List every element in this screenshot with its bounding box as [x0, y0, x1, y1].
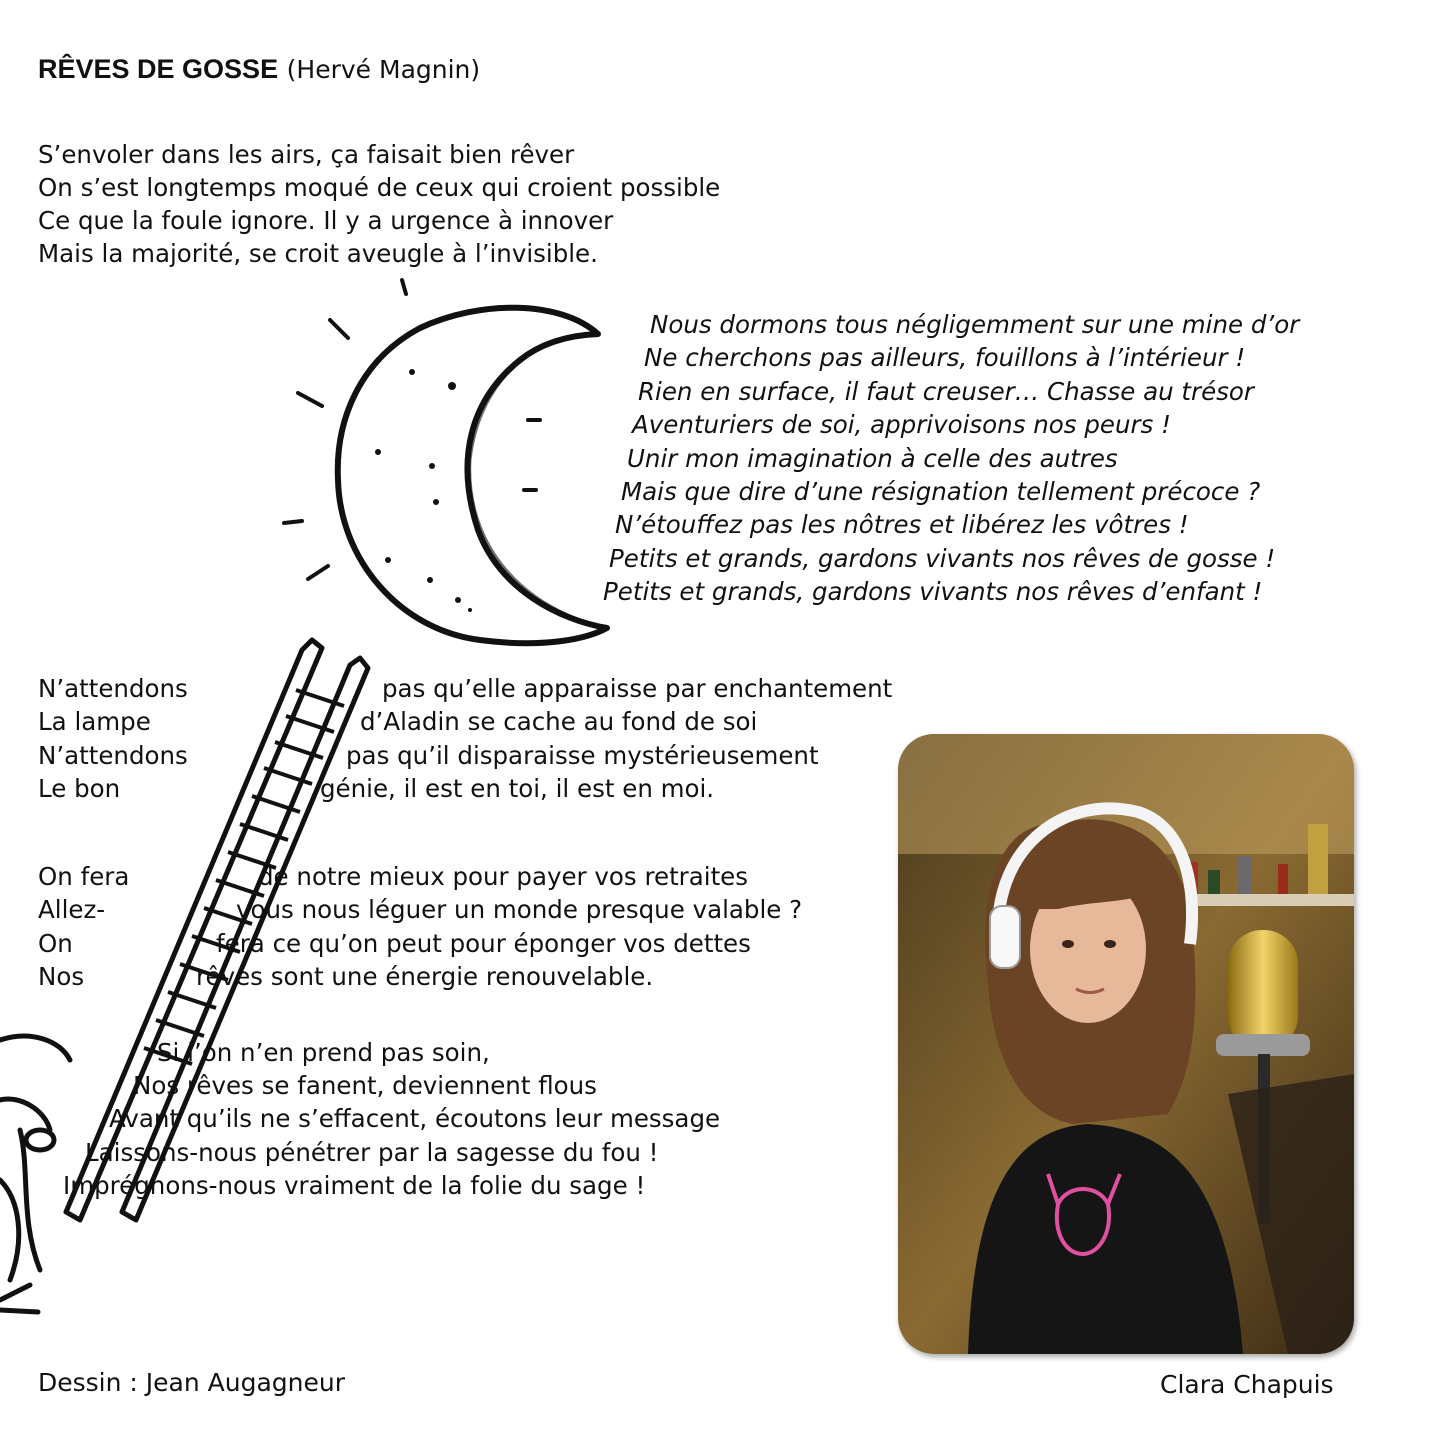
stanza4-line: Si l’on n’en prend pas soin,	[157, 1038, 490, 1067]
stanza3-line-start: On	[38, 929, 73, 958]
stanza3-line-start: Nos	[38, 962, 85, 991]
photo-caption: Clara Chapuis	[1160, 1370, 1334, 1399]
stanza3-line-end: fera ce qu’on peut pour éponger vos dettes	[216, 929, 751, 958]
stanza2-line-start: N’attendons	[38, 674, 188, 703]
refrain-line: N’étouffez pas les nôtres et libérez les vôtres !	[615, 510, 1189, 539]
refrain-line: Petits et grands, gardons vivants nos rêves d’enfant !	[603, 577, 1263, 606]
title-text: RÊVES DE GOSSE	[38, 54, 279, 84]
stanza3-line-start: Allez-	[38, 895, 106, 924]
stanza3-line-end: rêves sont une énergie renouvelable.	[196, 962, 654, 991]
stanza4-line: Avant qu’ils ne s’effacent, écoutons leur message	[109, 1104, 721, 1133]
stanza2-line-end: génie, il est en toi, il est en moi.	[320, 774, 715, 803]
singer-photo	[898, 734, 1354, 1354]
stanza1-line: Mais la majorité, se croit aveugle à l’invisible.	[38, 239, 598, 268]
refrain-line: Rien en surface, il faut creuser… Chasse au trésor	[638, 377, 1254, 406]
stanza4-line: Laissons-nous pénétrer par la sagesse du fou !	[85, 1138, 659, 1167]
climbing-figure-icon	[0, 1036, 70, 1312]
poem-title	[38, 54, 480, 85]
drawing-credit: Dessin : Jean Augagneur	[38, 1368, 346, 1397]
stanza1-line: S’envoler dans les airs, ça faisait bien rêver	[38, 140, 575, 169]
moon-dots	[375, 369, 472, 612]
refrain-line: Aventuriers de soi, apprivoisons nos peurs !	[632, 410, 1171, 439]
refrain-line: Petits et grands, gardons vivants nos rêves de gosse !	[609, 544, 1276, 573]
stanza2-line-start: Le bon	[38, 774, 121, 803]
moon-rays	[284, 280, 540, 579]
stanza2-line-start: N’attendons	[38, 741, 188, 770]
refrain-line: Nous dormons tous négligemment sur une mine d’or	[650, 310, 1300, 339]
refrain-line: Unir mon imagination à celle des autres	[627, 444, 1118, 473]
stanza2-line-start: La lampe	[38, 707, 151, 736]
stanza3-line-start: On fera	[38, 862, 130, 891]
stanza1-line: Ce que la foule ignore. Il y a urgence à innover	[38, 206, 614, 235]
stanza2-line-end: d’Aladin se cache au fond de soi	[360, 707, 758, 736]
stanza2-line-end: pas qu’elle apparaisse par enchantement	[382, 674, 893, 703]
stanza2-line-end: pas qu’il disparaisse mystérieusement	[346, 741, 819, 770]
stanza4-line: Nos rêves se fanent, deviennent flous	[133, 1071, 597, 1100]
stanza4-line: Imprégnons-nous vraiment de la folie du sage !	[63, 1171, 646, 1200]
stanza3-line-end: vous nous léguer un monde presque valable ?	[236, 895, 803, 924]
stanza3-line-end: de notre mieux pour payer vos retraites	[258, 862, 749, 891]
author-name: (Hervé Magnin)	[286, 55, 481, 84]
stanza1-line: On s’est longtemps moqué de ceux qui croient possible	[38, 173, 721, 202]
moon-icon	[338, 308, 607, 644]
refrain-line: Mais que dire d’une résignation tellement précoce ?	[621, 477, 1261, 506]
refrain-line: Ne cherchons pas ailleurs, fouillons à l’intérieur !	[644, 343, 1246, 372]
